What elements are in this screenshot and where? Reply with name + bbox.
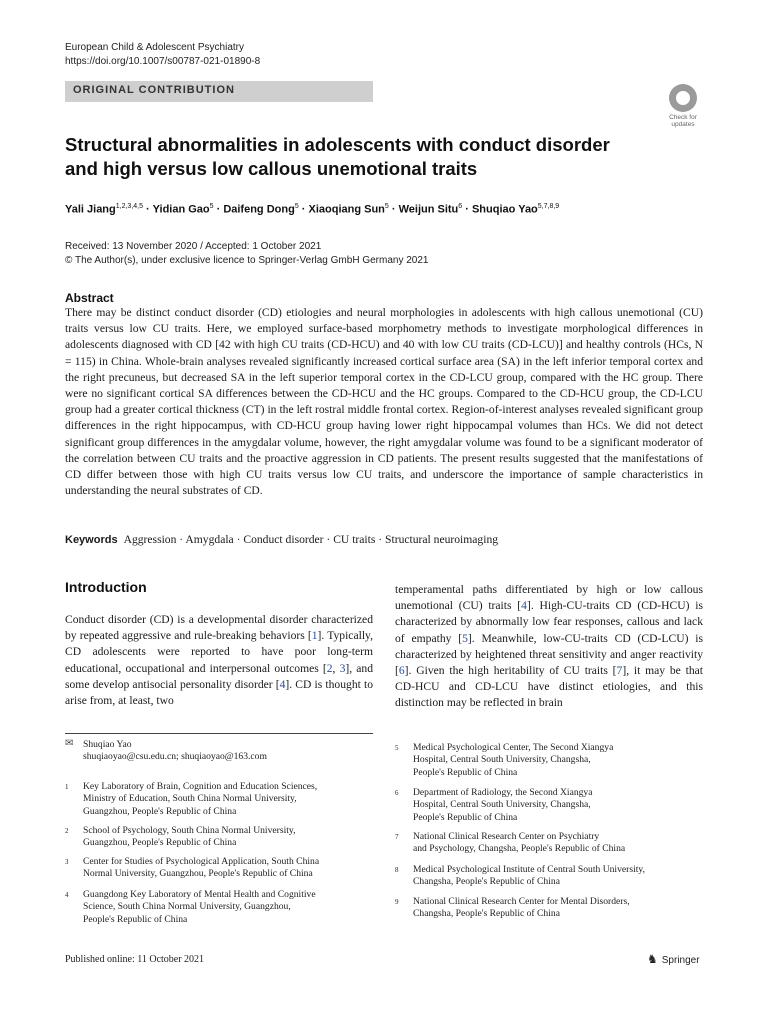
article-type-label: ORIGINAL CONTRIBUTION [73, 84, 235, 96]
citation-link[interactable]: 2 [326, 661, 333, 675]
affiliation-6: 6 Department of Radiology, the Second Xiangya Hospital, Central South University, Changsha, People's Republic of China [395, 787, 593, 823]
citation-link[interactable]: 1 [311, 629, 318, 643]
author-name[interactable]: Shuqiao Yao [471, 203, 538, 216]
publisher-name: Springer [661, 955, 700, 966]
published-online: Published online: 11 October 2021 [65, 954, 205, 965]
author-affiliation-marks: 5,7,8,9 [537, 203, 560, 210]
affiliation-3: 3 Center for Studies of Psychological Application, South China Normal University, Guangzhou, People's Republic of China [65, 856, 320, 880]
publisher-logo[interactable] [647, 952, 700, 966]
author-name[interactable]: Weijun Situ [398, 203, 459, 216]
author-affiliation-marks: 5 [294, 203, 299, 210]
author-list [65, 203, 705, 216]
author-separator: · [213, 203, 224, 216]
keywords [65, 533, 703, 546]
affiliation-7: 7 National Clinical Research Center on Psychiatry and Psychology, Changsha, People's Republic of China [395, 831, 626, 855]
article-title: Structural abnormalities in adolescents with conduct disorder and high versus low callous unemotional traits [65, 134, 610, 179]
footnote-divider [65, 733, 373, 734]
citation-link[interactable]: 7 [616, 664, 623, 678]
article-type-banner [65, 81, 373, 102]
author-separator: · [143, 203, 153, 216]
author-separator: · [388, 203, 399, 216]
author-affiliation-marks: 5 [209, 203, 214, 210]
abstract-text: There may be distinct conduct disorder (CD) etiologies and neural morphologies in adolescents with high callous unemotional (CU) traits versus low CU traits. Here, we employed surface-based morphometry methods to investigate morphological differences in adolescents diagnosed with CD [42 with high CU traits (CD-HCU) and 40 with low CU traits (CD-LCU)] and healthy controls (HCs, N = 115) in China. Whole-brain analyses revealed significantly increased cortical surface area (SA) in the left inferior temporal cortex and the right precuneus, but decreased SA in the left superior temporal cortex in the CD-LCU group, compared with the HC group. There were no significant cortical SA differences between the CD-HCU and the HC groups. Compared to the CD-HCU group, the CD-LCU group had a greater cortical thickness (CT) in the left rostral middle frontal cortex. Region-of-interest analyses revealed significant group differences in the right hippocampus, with CD-HCU group having lower right hippocampal volumes than HCs. We did not detect significant group differences in the amygdalar volume, however, the right amygdalar volume was found to be a significant moderator of the correlation between CU traits and the proactive aggression in CD patients. The present results suggested that the manifestations of CD differ between those with high CU traits versus low CU traits, and underscore the importance of sample characteristics in understanding the neural substrates of CD. [65, 306, 703, 498]
author-name[interactable]: Yali Jiang [65, 203, 116, 216]
journal-name: European Child & Adolescent Psychiatry [65, 42, 244, 53]
author-affiliation-marks: 1,2,3,4,5 [115, 203, 143, 210]
springer-horse-icon: ♞ [647, 952, 658, 966]
affiliation-4: 4 Guangdong Key Laboratory of Mental Health and Cognitive Science, South China Normal University, Guangzhou, People's Republic of China [65, 889, 316, 925]
journal-header [65, 41, 260, 69]
citation-link[interactable]: 3 [339, 661, 346, 675]
citation-link[interactable]: 4 [521, 599, 527, 613]
citation-link[interactable]: 5 [462, 631, 468, 645]
affiliation-8: 8 Medical Psychological Institute of Central South University, Changsha, People's Republic of China [395, 864, 645, 888]
keywords-label: Keywords [65, 534, 118, 546]
correspondence-emails[interactable]: shuqiaoyao@csu.edu.cn; shuqiaoyao@163.com [83, 751, 267, 763]
correspondence-note [65, 739, 373, 769]
abstract-heading: Abstract [65, 291, 114, 305]
affiliation-2: 2 School of Psychology, South China Normal University, Guangzhou, People's Republic of China [65, 825, 296, 849]
author-name[interactable]: Daifeng Dong [223, 203, 295, 216]
correspondence-name: Shuqiao Yao [83, 739, 132, 750]
affiliation-1: 1 Key Laboratory of Brain, Cognition and Education Sciences, Ministry of Education, South China Normal University, Guangzhou, People's Republic of China [65, 781, 318, 817]
author-name[interactable]: Yidian Gao [152, 203, 210, 216]
intro-column-right: temperamental paths differentiated by high or low callous unemotional (CU) traits [4]. High-CU-traits CD (CD-HCU) is characterized by abnormally low fear responses, callous and lack of empathy [5]. Meanwhile, low-CU-traits CD (CD-LCU) is characterized by heightened threat sensitivity and anger reactivity [6]. Given the high heritability of CU traits [7], it may be that CD-HCU and CD-LCU have distinct etiologies, and this distinction may be reflected in brain [395, 583, 703, 710]
check-updates-label: Check for updates [669, 114, 697, 128]
copyright-notice: © The Author(s), under exclusive licence to Springer-Verlag GmbH Germany 2021 [65, 255, 429, 266]
received-accepted: Received: 13 November 2020 / Accepted: 1 October 2021 [65, 241, 322, 252]
affiliation-9: 9 National Clinical Research Center for Mental Disorders, Changsha, People's Republic of China [395, 896, 630, 920]
doi-link[interactable]: https://doi.org/10.1007/s00787-021-01890-8 [65, 56, 261, 67]
author-separator: · [462, 203, 472, 216]
citation-link[interactable]: 6 [398, 664, 405, 678]
keywords-list: Aggression · Amygdala · Conduct disorder · CU traits · Structural neuroimaging [123, 533, 499, 546]
intro-column-left: Conduct disorder (CD) is a developmental disorder characterized by repeated aggressive and rule-breaking behaviors [1]. Typically, CD adolescents were reported to have poor long-term educational, occupational and interpersonal outcomes [2, 3], and some develop antisocial personality disorder [4]. CD is thought to arise from, at least, two [65, 613, 373, 708]
introduction-heading: Introduction [65, 579, 147, 595]
affiliation-5: 5 Medical Psychological Center, The Second Xiangya Hospital, Central South University, Changsha, People's Republic of China [395, 742, 614, 778]
envelope-icon: ✉ [65, 738, 74, 749]
check-updates-icon [669, 84, 697, 112]
check-for-updates-badge[interactable] [664, 84, 702, 128]
author-affiliation-marks: 6 [458, 203, 463, 210]
author-separator: · [298, 203, 309, 216]
article-dates [65, 240, 428, 268]
author-name[interactable]: Xiaoqiang Sun [308, 203, 385, 216]
author-affiliation-marks: 5 [384, 203, 389, 210]
citation-link[interactable]: 4 [279, 677, 286, 691]
